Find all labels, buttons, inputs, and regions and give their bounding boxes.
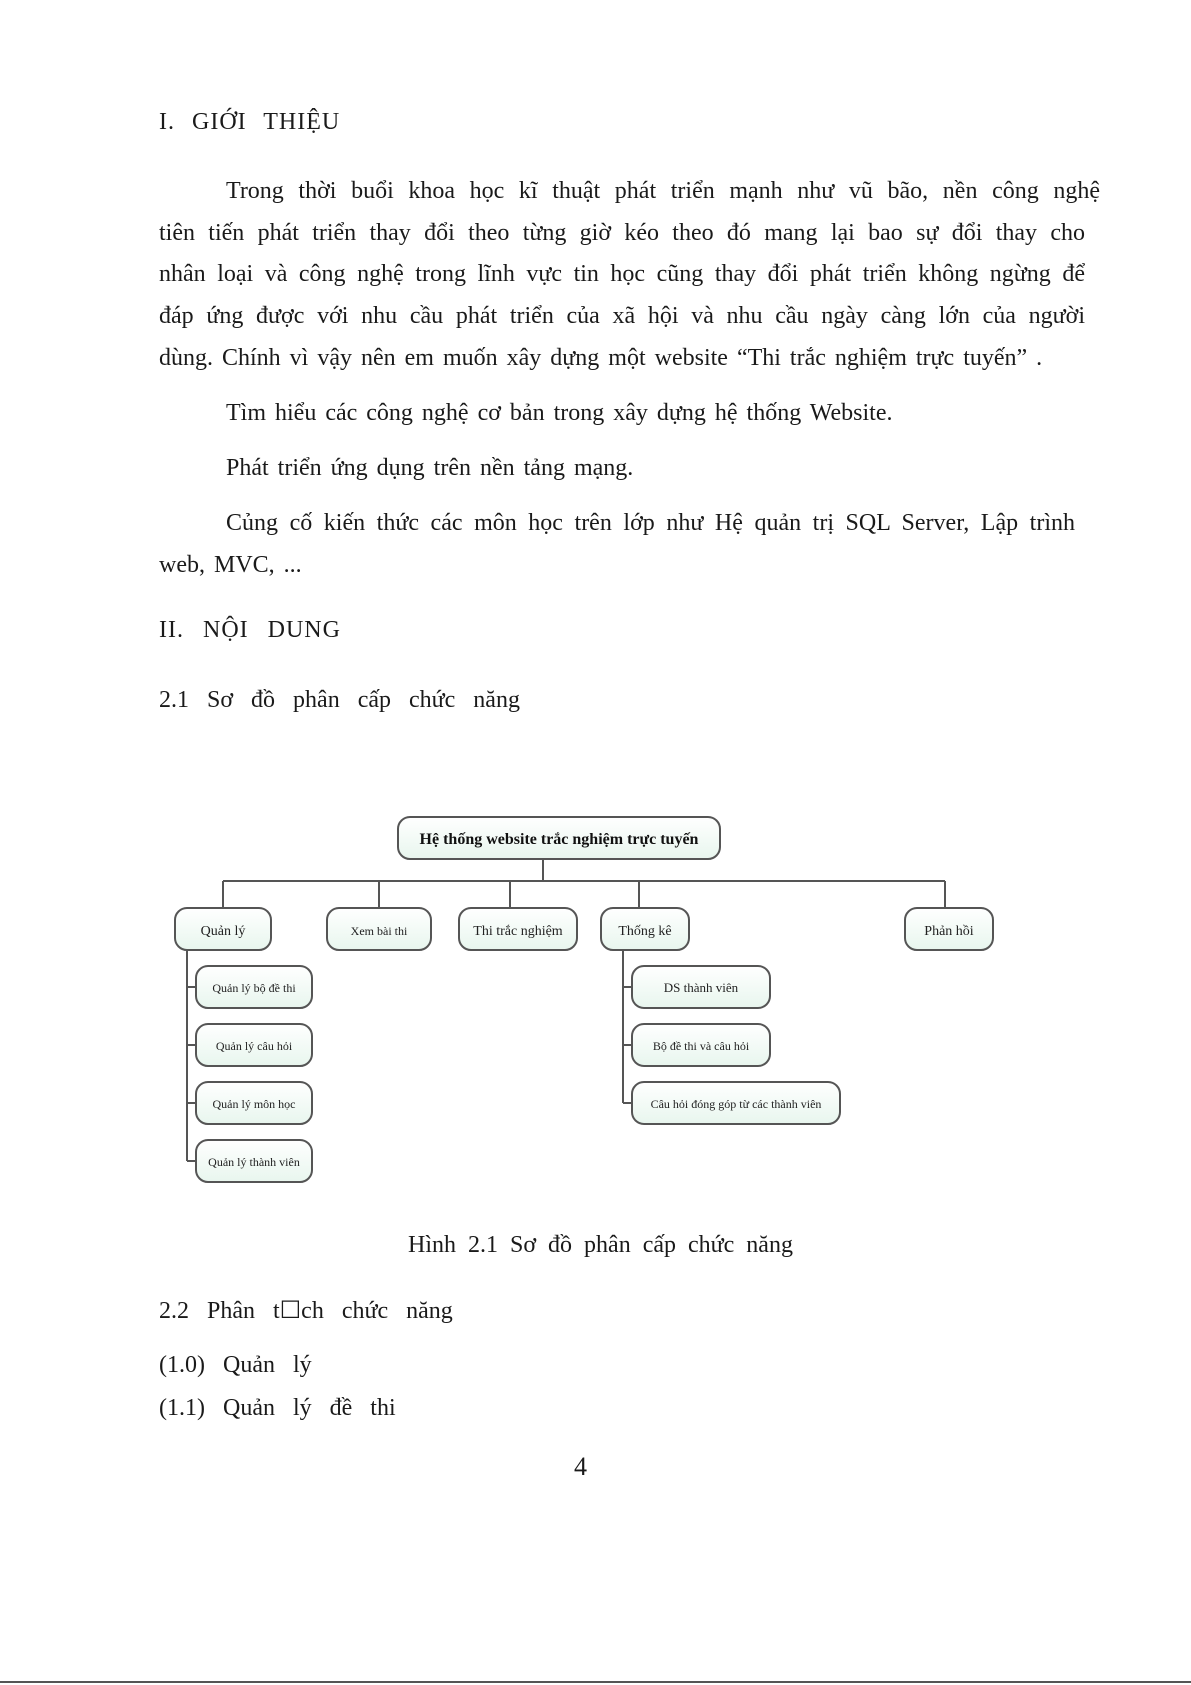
diagram-root-node <box>398 817 720 859</box>
svg-text:Quản lý bộ đề thi: Quản lý bộ đề thi <box>212 981 296 995</box>
diagram-node-ds-thanh-vien <box>632 966 770 1008</box>
svg-text:Bộ đề thi và câu hỏi: Bộ đề thi và câu hỏi <box>652 1039 750 1053</box>
section-heading-content: II. NỘI DUNG <box>159 617 341 643</box>
section-2-1-title: 2.1 Sơ đồ phân cấp chức năng <box>159 687 520 713</box>
diagram-root-label: Hệ thống website trắc nghiệm trực tuyến <box>419 831 699 848</box>
diagram-node-phan-hoi-label: Phản hồi <box>924 924 974 939</box>
diagram-node-xem-bai-thi <box>327 908 431 950</box>
svg-text:Quản lý thành viên: Quản lý thành viên <box>208 1155 300 1169</box>
intro-para4-line2: web, MVC, ... <box>159 552 302 578</box>
item-1-1: (1.1) Quản lý đề thi <box>159 1395 396 1421</box>
svg-text:Câu hỏi đóng góp từ các thành: Câu hỏi đóng góp từ các thành viên <box>650 1097 822 1111</box>
page-bottom-rule <box>0 1681 1191 1683</box>
item-1-0: (1.0) Quản lý <box>159 1352 312 1378</box>
intro-para1-line3: nhân loại và công nghệ trong lĩnh vực tin học cũng thay đổi phát triển không ngừng để <box>159 261 1085 287</box>
svg-text:DS thành viên: DS thành viên <box>663 980 739 995</box>
diagram-node-quan-ly-bo-de-thi <box>196 966 312 1008</box>
section-2-2-title: 2.2 Phân t☐ch chức năng <box>159 1298 453 1324</box>
page-number: 4 <box>574 1452 587 1481</box>
intro-para1-line4: đáp ứng được với nhu cầu phát triển của xã hội và nhu cầu ngày càng lớn của người <box>159 303 1085 329</box>
intro-para1-line1: Trong thời buổi khoa học kĩ thuật phát triển mạnh như vũ bão, nền công nghệ <box>226 178 1100 204</box>
function-hierarchy-diagram <box>180 831 1090 1280</box>
diagram-node-quan-ly <box>175 908 271 950</box>
diagram-node-thong-ke-label: Thống kê <box>618 924 672 939</box>
diagram-node-thi-trac-nghiem <box>459 908 577 950</box>
diagram-node-xem-bai-thi-label: Xem bài thi <box>350 924 408 938</box>
section-heading-intro: I. GIỚI THIỆU <box>159 109 341 135</box>
diagram-node-quan-ly-mon-hoc <box>196 1082 312 1124</box>
intro-para3: Phát triển ứng dụng trên nền tảng mạng. <box>226 455 634 481</box>
intro-para1-line2: tiên tiến phát triển thay đổi theo từng giờ kéo theo đó mang lại bao sự đổi thay cho <box>159 220 1085 246</box>
figure-caption: Hình 2.1 Sơ đồ phân cấp chức năng <box>408 1232 793 1258</box>
diagram-node-quan-ly-cau-hoi <box>196 1024 312 1066</box>
diagram-node-cau-hoi-dong-gop <box>632 1082 840 1124</box>
svg-text:Quản lý câu hỏi: Quản lý câu hỏi <box>215 1039 293 1053</box>
intro-para2: Tìm hiểu các công nghệ cơ bản trong xây dựng hệ thống Website. <box>226 400 893 426</box>
intro-para1-line5: dùng. Chính vì vậy nên em muốn xây dựng một website “Thi trắc nghiệm trực tuyến” . <box>159 345 1043 371</box>
diagram-node-phan-hoi <box>905 908 993 950</box>
diagram-node-thong-ke <box>601 908 689 950</box>
diagram-node-bo-de-thi-va-cau-hoi <box>632 1024 770 1066</box>
svg-text:Quản lý môn học: Quản lý môn học <box>212 1097 296 1111</box>
diagram-node-thi-trac-nghiem-label: Thi trắc nghiệm <box>473 924 563 939</box>
intro-para4-line1: Củng cố kiến thức các môn học trên lớp như Hệ quản trị SQL Server, Lập trình <box>226 510 1075 536</box>
diagram-node-quan-ly-thanh-vien <box>196 1140 312 1182</box>
diagram-node-quan-ly-label: Quản lý <box>200 924 246 939</box>
